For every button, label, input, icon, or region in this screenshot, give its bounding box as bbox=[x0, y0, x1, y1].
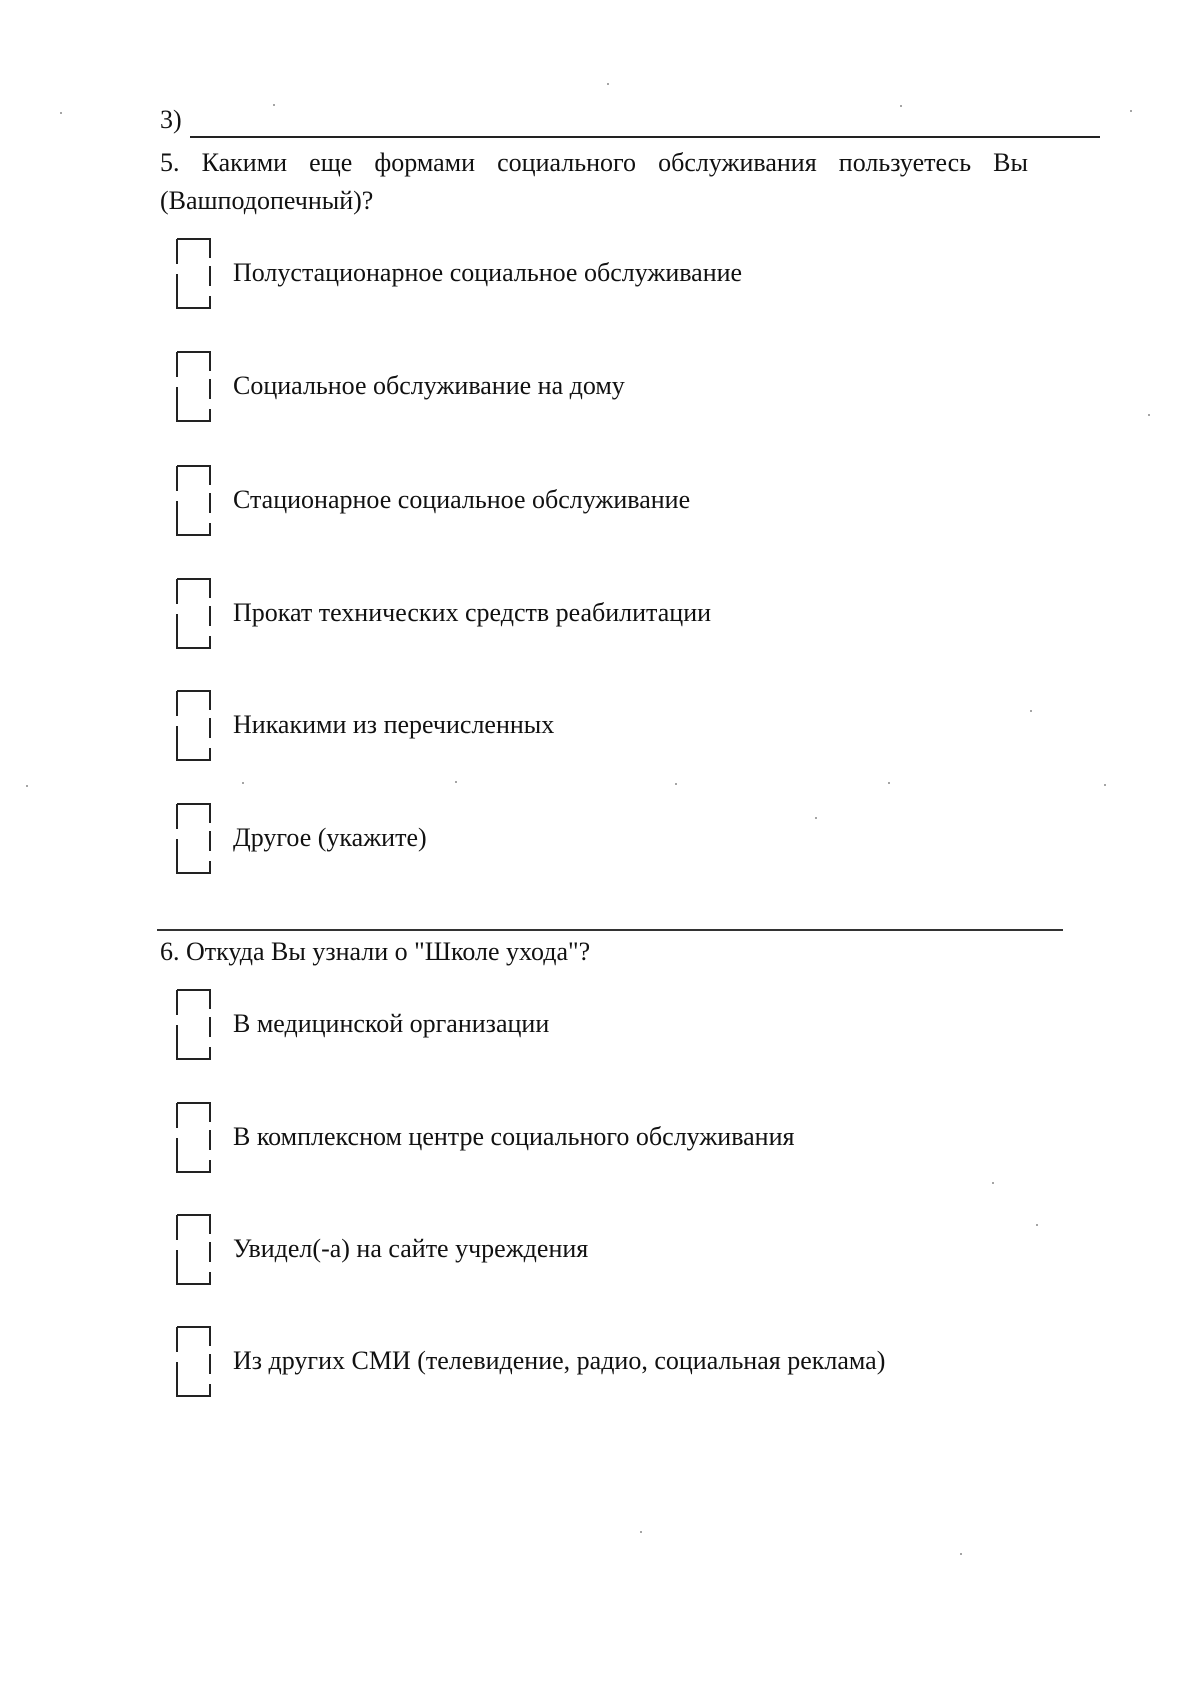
scan-speck bbox=[455, 781, 457, 783]
q5-option-home-service[interactable] bbox=[173, 349, 1073, 427]
scan-speck bbox=[60, 112, 62, 114]
answer-line-3[interactable] bbox=[190, 136, 1100, 138]
scan-speck bbox=[242, 782, 244, 784]
checkbox[interactable] bbox=[173, 236, 213, 310]
checkbox[interactable] bbox=[173, 463, 213, 537]
option-label: Из других СМИ (телевидение, радио, социальная реклама) bbox=[233, 1346, 886, 1375]
section-divider bbox=[157, 929, 1063, 931]
checkbox[interactable] bbox=[173, 1212, 213, 1286]
scan-speck bbox=[900, 105, 902, 107]
item-number-3: 3) bbox=[160, 105, 182, 134]
scan-speck bbox=[640, 1531, 642, 1533]
scan-speck bbox=[1104, 784, 1106, 786]
question-6 bbox=[160, 933, 590, 971]
checkbox[interactable] bbox=[173, 576, 213, 650]
option-label: Полустационарное социальное обслуживание bbox=[233, 258, 743, 287]
option-label: Увидел(-а) на сайте учреждения bbox=[233, 1234, 589, 1263]
q5-option-none[interactable] bbox=[173, 688, 1073, 766]
q6-option-website[interactable] bbox=[173, 1212, 1073, 1290]
option-label: Социальное обслуживание на дому bbox=[233, 371, 625, 400]
scan-speck bbox=[1130, 110, 1132, 112]
checkbox[interactable] bbox=[173, 688, 213, 762]
option-label: Стационарное социальное обслуживание bbox=[233, 485, 691, 514]
checkbox[interactable] bbox=[173, 349, 213, 423]
option-label: Никакими из перечисленных bbox=[233, 710, 555, 739]
checkbox[interactable] bbox=[173, 987, 213, 1061]
scan-speck bbox=[26, 785, 28, 787]
scan-speck bbox=[888, 782, 890, 784]
scan-speck bbox=[960, 1553, 962, 1555]
option-label: Прокат технических средств реабилитации bbox=[233, 598, 712, 627]
question-5 bbox=[160, 144, 1060, 220]
scan-speck bbox=[675, 783, 677, 785]
checkbox[interactable] bbox=[173, 1100, 213, 1174]
question-5-text-line2: (Вашподопечный)? bbox=[160, 186, 374, 215]
question-5-text-line1: 5. Какими еще формами социального обслуживания пользуетесь Вы bbox=[160, 148, 1028, 177]
q5-option-semi-stationary[interactable] bbox=[173, 236, 1073, 314]
checkbox[interactable] bbox=[173, 1324, 213, 1398]
checkbox[interactable] bbox=[173, 801, 213, 875]
option-label: Другое (укажите) bbox=[233, 823, 427, 852]
question-6-text: 6. Откуда Вы узнали о "Школе ухода"? bbox=[160, 937, 591, 966]
scan-speck bbox=[815, 817, 817, 819]
scan-speck bbox=[273, 104, 275, 106]
q6-option-medical-org[interactable] bbox=[173, 987, 1073, 1065]
scan-speck bbox=[1036, 1224, 1038, 1226]
q5-option-equipment-rental[interactable] bbox=[173, 576, 1073, 654]
q5-option-stationary[interactable] bbox=[173, 463, 1073, 541]
scan-speck bbox=[607, 83, 609, 85]
q5-option-other[interactable] bbox=[173, 801, 1073, 879]
scan-speck bbox=[1030, 710, 1032, 712]
scan-speck bbox=[992, 1182, 994, 1184]
scan-speck bbox=[1148, 414, 1150, 416]
option-label: В медицинской организации bbox=[233, 1009, 550, 1038]
q6-option-social-center[interactable] bbox=[173, 1100, 1073, 1178]
q6-option-other-media[interactable] bbox=[173, 1324, 1073, 1402]
option-label: В комплексном центре социального обслуживания bbox=[233, 1122, 795, 1151]
